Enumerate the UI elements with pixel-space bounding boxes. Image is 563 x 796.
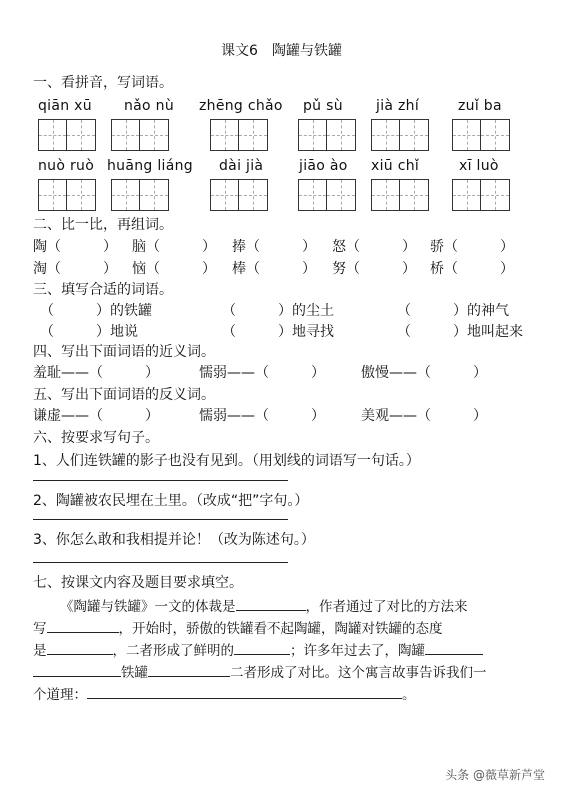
section4-heading: 四、写出下面词语的近义词。 (33, 344, 215, 360)
paragraph-line-4 (33, 661, 487, 681)
fill-blank[interactable] (33, 676, 121, 677)
writing-boxes[interactable] (371, 179, 429, 211)
question-2: 2、陶罐被农民埋在土里。（改成“把”字句。） (33, 493, 309, 509)
compare-item: 努（ ） (332, 261, 416, 277)
pinyin-2: nǎo nù (124, 98, 175, 114)
answer-line[interactable] (33, 562, 288, 563)
pinyin-7: nuò ruò (38, 158, 95, 174)
answer-line[interactable] (33, 480, 288, 481)
compare-item: 陶（ ） (33, 239, 117, 255)
pinyin-12: xī luò (459, 158, 499, 174)
paragraph-line-1 (60, 595, 468, 615)
section3-heading: 三、填写合适的词语。 (33, 282, 173, 298)
fill-item: （ ）地寻找 (222, 324, 334, 340)
text-fragment: ，二者形成了鲜明的 (112, 643, 234, 659)
synonym-item: 懦弱——（ ） (199, 365, 325, 381)
writing-boxes[interactable] (298, 119, 356, 151)
text-fragment: ，开始时，骄傲的铁罐看不起陶罐，陶罐对铁罐的态度 (118, 621, 443, 637)
answer-line[interactable] (33, 519, 288, 520)
fill-blank[interactable] (87, 698, 402, 699)
fill-item: （ ）的铁罐 (40, 303, 152, 319)
writing-boxes[interactable] (111, 179, 169, 211)
text-fragment: 《陶罐与铁罐》一文的体裁是 (60, 599, 236, 615)
antonym-item: 懦弱——（ ） (199, 408, 325, 424)
pinyin-4: pǔ sù (303, 98, 343, 114)
compare-item: 桥（ ） (430, 261, 514, 277)
pinyin-9: dài jià (219, 158, 264, 174)
writing-boxes[interactable] (298, 179, 356, 211)
fill-item: （ ）的神气 (397, 303, 509, 319)
fill-blank[interactable] (47, 632, 119, 633)
writing-boxes[interactable] (210, 119, 268, 151)
pinyin-5: jià zhí (376, 98, 420, 114)
section6-heading: 六、按要求写句子。 (33, 430, 159, 446)
compare-item: 骄（ ） (430, 239, 514, 255)
text-fragment: 二者形成了对比。这个寓言故事告诉我们一 (230, 665, 487, 681)
pinyin-3: zhēng chǎo (199, 98, 283, 114)
fill-blank[interactable] (425, 654, 483, 655)
compare-item: 脑（ ） (132, 239, 216, 255)
writing-boxes[interactable] (111, 119, 169, 151)
compare-item: 捧（ ） (232, 239, 316, 255)
text-fragment: 。 (402, 687, 416, 703)
paragraph-line-3 (33, 639, 483, 659)
pinyin-11: xiū chǐ (371, 158, 420, 174)
watermark: 头条 @薇草新芦堂 (445, 768, 545, 782)
pinyin-8: huāng liáng (107, 158, 193, 174)
fill-blank[interactable] (148, 676, 230, 677)
section2-heading: 二、比一比，再组词。 (33, 217, 173, 233)
question-1: 1、人们连铁罐的影子也没有见到。（用划线的词语写一句话。） (33, 453, 420, 469)
text-fragment: 写 (33, 621, 47, 637)
section7-heading: 七、按课文内容及题目要求填空。 (33, 575, 243, 591)
writing-boxes[interactable] (371, 119, 429, 151)
fill-item: （ ）地叫起来 (397, 324, 523, 340)
text-fragment: ；许多年过去了，陶罐 (290, 643, 425, 659)
text-fragment: 是 (33, 643, 47, 659)
paragraph-line-5 (33, 683, 416, 703)
fill-blank[interactable] (47, 654, 113, 655)
paragraph-line-2 (33, 617, 443, 637)
text-fragment: 铁罐 (121, 665, 148, 681)
fill-item: （ ）的尘土 (222, 303, 334, 319)
section1-heading: 一、看拼音，写词语。 (33, 75, 173, 91)
fill-item: （ ）地说 (40, 324, 138, 340)
page-title: 课文6 陶罐与铁罐 (221, 43, 342, 59)
pinyin-10: jiāo ào (299, 158, 348, 174)
antonym-item: 美观——（ ） (361, 408, 487, 424)
writing-boxes[interactable] (452, 119, 510, 151)
compare-item: 淘（ ） (33, 261, 117, 277)
compare-item: 恼（ ） (132, 261, 216, 277)
compare-item: 棒（ ） (232, 261, 316, 277)
writing-boxes[interactable] (452, 179, 510, 211)
synonym-item: 羞耻——（ ） (33, 365, 159, 381)
antonym-item: 谦虚——（ ） (33, 408, 159, 424)
text-fragment: 个道理： (33, 687, 87, 703)
text-fragment: ，作者通过了对比的方法来 (305, 599, 468, 615)
pinyin-1: qiān xū (38, 98, 92, 114)
synonym-item: 傲慢——（ ） (361, 365, 487, 381)
fill-blank[interactable] (234, 654, 290, 655)
pinyin-6: zuǐ ba (458, 98, 502, 114)
writing-boxes[interactable] (38, 119, 96, 151)
section5-heading: 五、写出下面词语的反义词。 (33, 387, 215, 403)
fill-blank[interactable] (236, 610, 306, 611)
writing-boxes[interactable] (38, 179, 96, 211)
question-3: 3、你怎么敢和我相提并论！（改为陈述句。） (33, 532, 315, 548)
compare-item: 怒（ ） (332, 239, 416, 255)
writing-boxes[interactable] (210, 179, 268, 211)
